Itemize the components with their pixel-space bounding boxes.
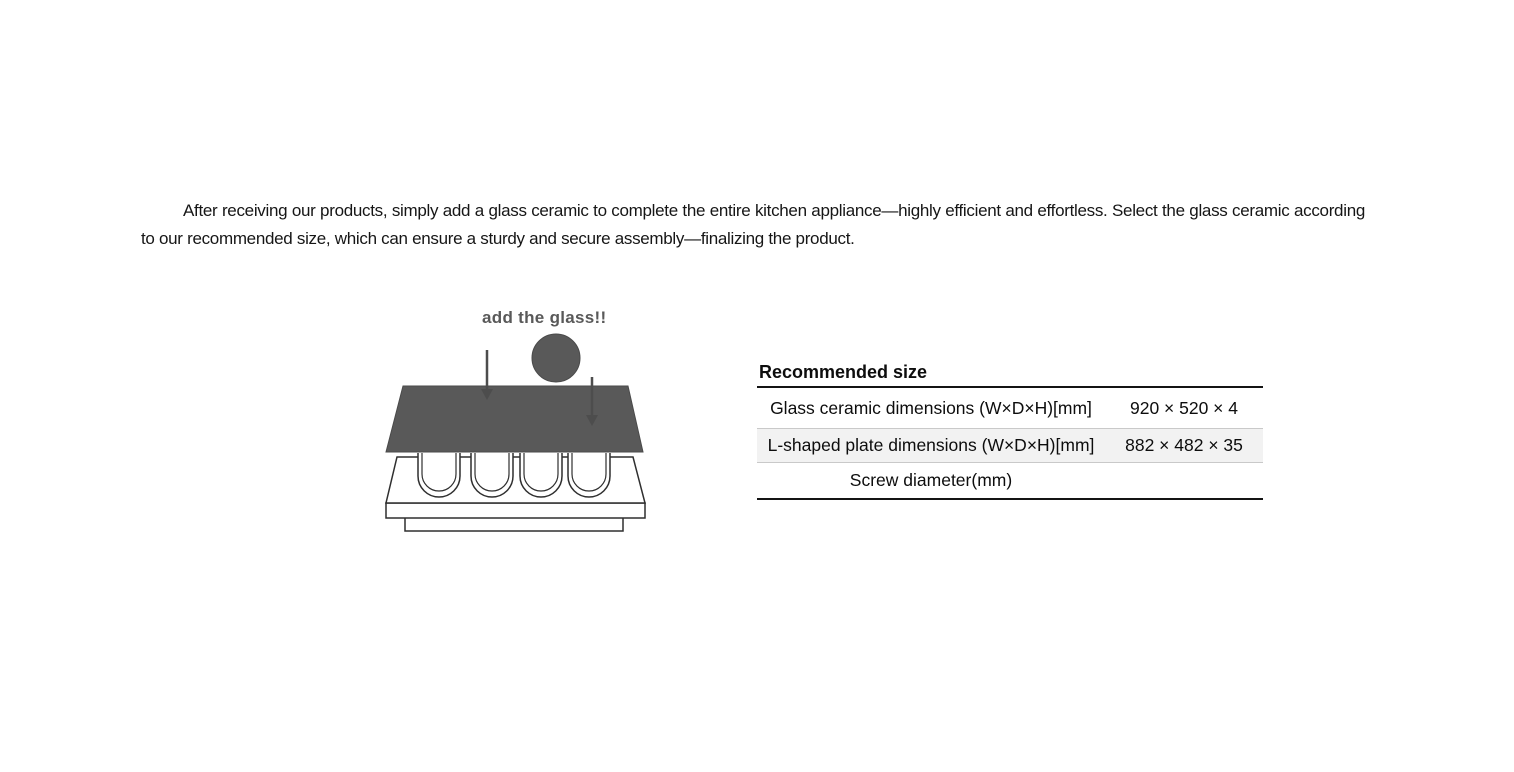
table-title: Recommended size <box>757 361 1263 388</box>
row-value: 920 × 520 × 4 <box>1129 397 1239 418</box>
illustration-caption: add the glass!! <box>482 308 607 327</box>
recommended-size-table <box>757 361 1263 500</box>
row-label: Glass ceramic dimensions (W×D×H)[mm] <box>770 397 1092 418</box>
cooktop-diagram <box>375 300 660 540</box>
cooktop-illustration <box>375 300 660 540</box>
table-row <box>757 428 1263 463</box>
intro-paragraph: After receiving our products, simply add a glass ceramic to complete the entire kitchen appliance—highly efficient and effortless. Select the glass ceramic according to our recommended size, which can ensure a sturdy and secure assembly—finalizing the product. <box>141 201 1365 248</box>
row-label: L-shaped plate dimensions (W×D×H)[mm] <box>767 435 1095 455</box>
base-band-shape <box>386 503 645 518</box>
base-plinth-shape <box>405 517 623 531</box>
row-label: Screw diameter(mm) <box>849 470 1013 490</box>
glass-disc-shape <box>532 334 580 382</box>
table-row <box>757 463 1263 500</box>
glass-ceramic-shape <box>386 386 643 452</box>
row-value: 882 × 482 × 35 <box>1125 435 1243 455</box>
table-row <box>757 388 1263 428</box>
